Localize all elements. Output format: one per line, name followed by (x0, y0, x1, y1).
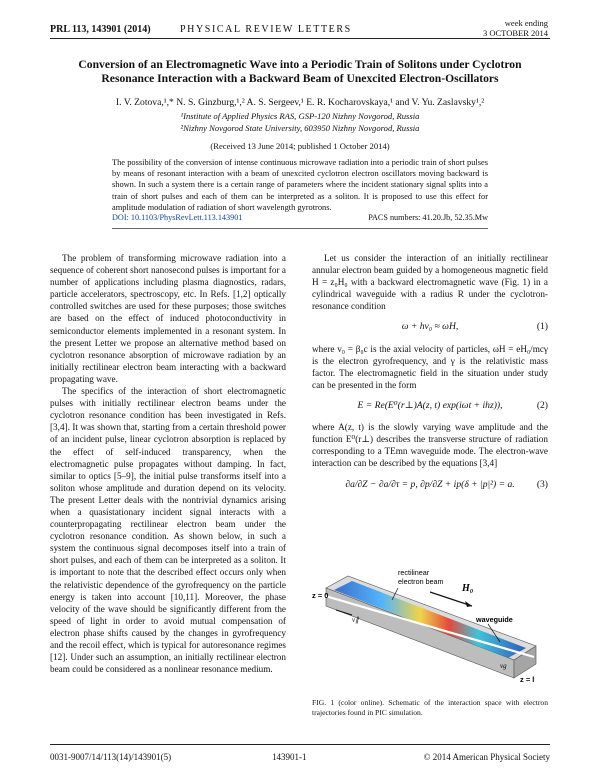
figure-1 (312, 562, 548, 684)
affiliation-1: ¹Institute of Applied Physics RAS, GSP-120 Nizhny Novgorod, Russia (180, 111, 420, 121)
equation-1-body: ω + hv₀ ≈ ωH, (401, 321, 459, 333)
paragraph: where v₀ = β₀c is the axial velocity of particles, ωH = eH₀/mcγ is the electron gyrofrequency, and γ is the relativistic mass factor. The electromagnetic field in the situation under study can be presented in the form (312, 343, 548, 390)
equation-1 (312, 321, 548, 333)
footer-page: 143901-1 (272, 752, 307, 762)
equation-1-number: (1) (536, 321, 548, 333)
right-column (312, 252, 548, 492)
label-zl: z = l (520, 675, 535, 684)
h0-arrowhead (465, 601, 472, 607)
journal-name: PHYSICAL REVIEW LETTERS (180, 24, 352, 35)
equation-3-body: ∂a/∂Z − ∂a/∂τ = p, ∂p/∂Z + ip(δ + |p|²) = a. (345, 479, 515, 491)
paper-title (60, 58, 540, 86)
title-line-2: Resonance Interaction with a Backward Beam of Unexcited Electron-Oscillators (101, 72, 499, 85)
week-ending (483, 18, 548, 38)
electron-beam (322, 595, 534, 657)
label-waveguide: waveguide (476, 615, 513, 624)
label-v-parallel: v∥ (352, 616, 359, 624)
label-z0: z = 0 (312, 591, 329, 600)
figure-1-caption: FIG. 1 (color online). Schematic of the interaction space with electron trajectories found in PIC simulation. (312, 698, 548, 717)
week-ending-date: 3 OCTOBER 2014 (482, 28, 548, 38)
title-line-1: Conversion of an Electromagnetic Wave into a Periodic Train of Solitons under Cyclotron (78, 58, 522, 71)
label-beam-1: rectilinear (398, 568, 430, 577)
received-dates: (Received 13 June 2014; published 1 October 2014) (210, 141, 390, 151)
pacs-numbers: PACS numbers: 41.20.Jb, 52.35.Mw (368, 213, 488, 222)
equation-2-body: E = Re(E⁰(r⊥)A(z, t) exp(iωt + ihz)), (357, 399, 503, 411)
h0-arrow (430, 592, 472, 606)
label-beam-2: electron beam (398, 577, 444, 586)
label-vg: vg (500, 662, 507, 670)
equation-2-number: (2) (536, 399, 548, 411)
authors: I. V. Zotova,¹,* N. S. Ginzburg,¹,² A. S. Sergeev,¹ E. R. Kocharovskaya,¹ and V. Yu. Zaslavsky¹,² (115, 97, 485, 108)
week-ending-label: week ending (504, 18, 548, 28)
footer-rule (50, 744, 550, 745)
waveguide-schematic (312, 562, 548, 684)
paragraph: where A(z, t) is the slowly varying wave amplitude and the function E⁰(r⊥) describes the transverse structure of radiation corresponding to a TEmn waveguide mode. The electron-wave interaction can be described by the equations [3,4] (312, 422, 548, 469)
paragraph: Let us consider the interaction of an initially rectilinear annular electron beam guided by a homogeneous magnetic field H = z₀H₀ with a backward electromagnetic wave (Fig. 1) in a cylindrical waveguide with a radius R under the cyclotron-resonance condition (312, 253, 548, 312)
citation: PRL 113, 143901 (2014) (50, 24, 151, 35)
label-h0: H₀ (462, 583, 474, 594)
affiliation-2: ²Nizhny Novgorod State University, 603950 Nizhny Novgorod, Russia (180, 123, 420, 133)
equation-3 (312, 479, 548, 491)
paragraph: The specifics of the interaction of short electromagnetic pulses with initially rectilinear electron beams under the cyclotron resonance condition has been investigated in Refs. [3,4]. It was shown that, starting from a certain threshold power of an incident pulse, linear cyclotron absorption is replaced by the effect of self-induced transparency, when the electromagnetic pulse propagates without damping. In fact, similar to optics [5–9], the initial pulse transforms itself into a soliton whose amplitude and duration depend on its velocity. The present Letter deals with the nontrivial dynamics arising when a quasistationary incident signal interacts with a counterpropagating rectilinear electron beam under the cyclotron resonance condition. As shown below, in such a system the continuous signal decomposes itself into a train of short pulses, and each of them can be interpreted as a soliton. It is important to note that the described effect occurs only when the relativistic dependence of the gyrofrequency on the particle energy is taken into account [10,11]. Moreover, the phase velocity of the wave should be significantly different from the speed of light in order to avoid mutual compensation of electron phase shifts caused by the changes in gyrofrequency and the recoil effect, which is typical for autoresonance regimes [12]. Under such an assumption, an initially rectilinear electron beam could be considered as a nonlinear resonance medium. (50, 386, 286, 675)
doi-link[interactable]: DOI: 10.1103/PhysRevLett.113.143901 (112, 213, 243, 222)
footer-issn: 0031-9007/14/113(14)/143901(5) (50, 752, 172, 762)
paragraph: The problem of transforming microwave radiation into a sequence of coherent short nanosecond pulses is important for a number of applications including plasma diagnostics, radars, particle accelerators, spectroscopy, etc. In Refs. [1,2] optically controlled switches are used for these purposes; those switches are based on the effect of induced photoconductivity in semiconductor elements implemented in a resonant system. In the present Letter we propose an alternative method based on cyclotron resonance absorption of microwave radiation by an initially rectilinear electron beam interacting with a backward propagating wave. (50, 253, 286, 384)
equation-2 (312, 400, 548, 412)
equation-3-number: (3) (536, 479, 548, 491)
left-column (50, 252, 286, 675)
header-rule (50, 38, 550, 39)
footer-copyright: © 2014 American Physical Society (423, 752, 550, 762)
abstract-rule (112, 228, 488, 229)
abstract: The possibility of the conversion of intense continuous microwave radiation into a periodic train of short pulses by means of resonant interaction with a beam of unexcited cyclotron electron oscillators moving backward is shown. In such a system there is a certain range of parameters where the incident stationary signal splits into a train of short pulses and each of them can be interpreted as a soliton. It is proposed to use this effect for amplitude modulation of radiation of short wavelength gyrotrons. (112, 158, 488, 212)
